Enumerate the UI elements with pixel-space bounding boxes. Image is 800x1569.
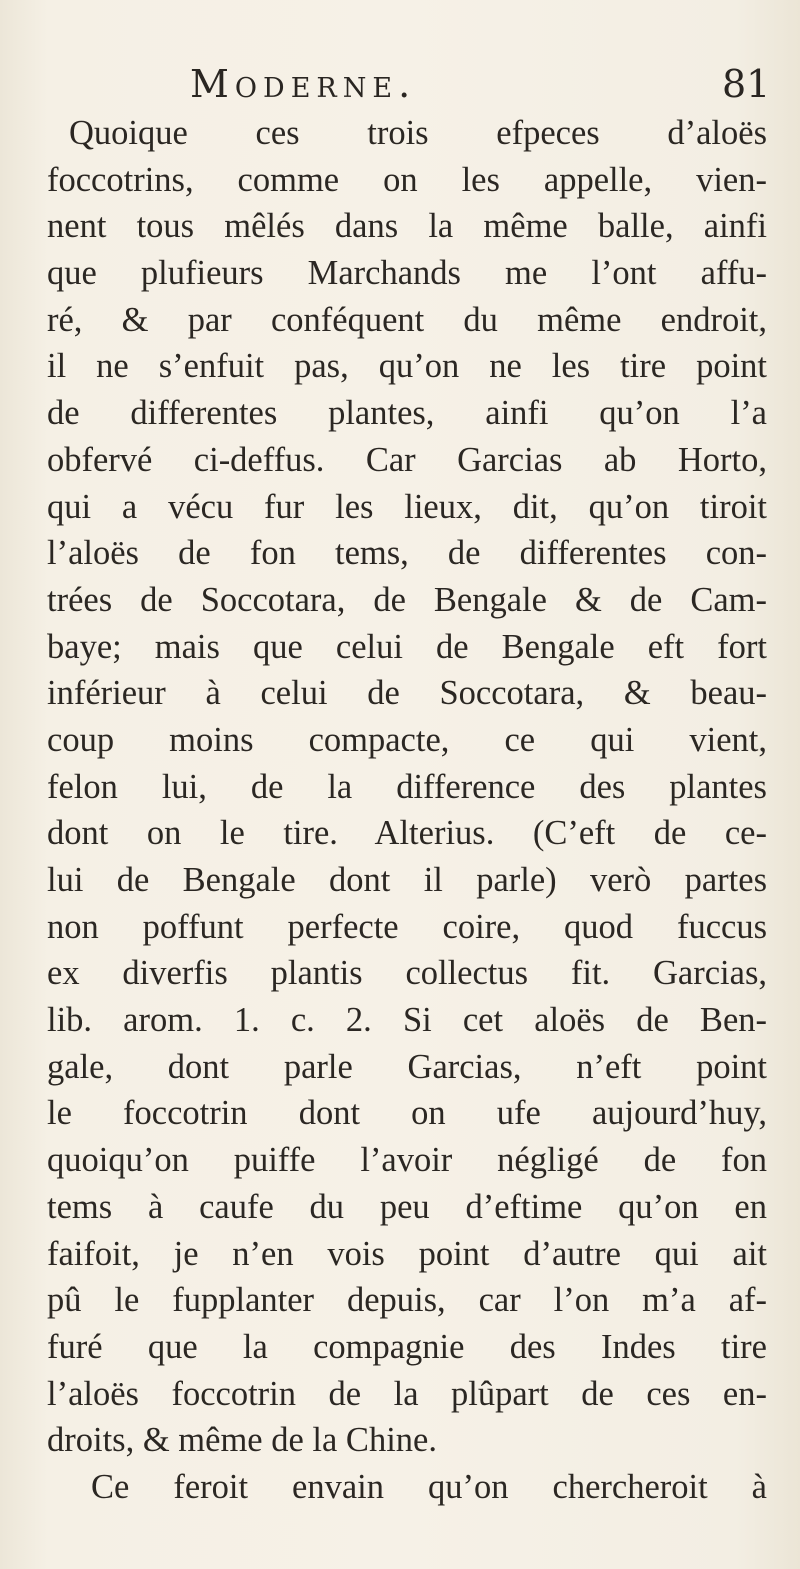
text-line: quoiqu’on puiffe l’avoir négligé de fon bbox=[47, 1141, 767, 1180]
text-line: de differentes plantes, ainfi qu’on l’a bbox=[47, 394, 767, 433]
body-text bbox=[47, 110, 767, 1511]
text-line: Quoique ces trois efpeces d’aloës bbox=[69, 114, 767, 152]
text-line: obfervé ci-deffus. Car Garcias ab Horto, bbox=[47, 440, 767, 479]
text-line: baye; mais que celui de Bengale eft fort bbox=[47, 627, 767, 666]
text-line: coup moins compacte, ce qui vient, bbox=[47, 720, 767, 759]
text-line: lib. arom. 1. c. 2. Si cet aloës de Ben- bbox=[47, 1001, 767, 1040]
text-line: felon lui, de la difference des plantes bbox=[47, 767, 767, 806]
text-line: ex diverfis plantis collectus fit. Garcias, bbox=[47, 954, 767, 993]
page-number: 81 bbox=[722, 62, 771, 106]
text-line: qui a vécu fur les lieux, dit, qu’on tiroit bbox=[47, 487, 767, 526]
text-line: l’aloës foccotrin de la plûpart de ces en- bbox=[47, 1374, 767, 1413]
text-line: pû le fupplanter depuis, car l’on m’a af- bbox=[47, 1281, 767, 1320]
text-line: tems à caufe du peu d’eftime qu’on en bbox=[47, 1187, 767, 1226]
text-line: Ce feroit envain qu’on chercheroit à bbox=[91, 1467, 767, 1506]
text-line: inférieur à celui de Soccotara, & beau- bbox=[47, 674, 767, 713]
text-line: foccotrins, comme on les appelle, vien- bbox=[47, 160, 767, 199]
text-line: gale, dont parle Garcias, n’eft point bbox=[47, 1047, 767, 1086]
text-line: l’aloës de fon tems, de differentes con- bbox=[47, 534, 767, 573]
text-line: dont on le tire. Alterius. (C’eft de ce- bbox=[47, 814, 767, 853]
text-line: lui de Bengale dont il parle) verò partes bbox=[47, 861, 767, 899]
text-line: non poffunt perfecte coire, quod fuccus bbox=[47, 907, 767, 946]
text-line: faifoit, je n’en vois point d’autre qui ait bbox=[47, 1234, 767, 1273]
running-title: Moderne. bbox=[190, 62, 417, 106]
text-line: droits, & même de la Chine. bbox=[47, 1421, 437, 1460]
text-line: trées de Soccotara, de Bengale & de Cam- bbox=[47, 580, 767, 619]
text-line: nent tous mêlés dans la même balle, ainfi bbox=[47, 207, 767, 246]
text-line: il ne s’enfuit pas, qu’on ne les tire point bbox=[47, 347, 767, 386]
text-line: le foccotrin dont on ufe aujourd’huy, bbox=[47, 1094, 767, 1133]
text-line: ré, & par conféquent du même endroit, bbox=[47, 300, 767, 339]
text-line: furé que la compagnie des Indes tire bbox=[47, 1327, 767, 1366]
text-line: que plufieurs Marchands me l’ont affu- bbox=[47, 254, 767, 293]
